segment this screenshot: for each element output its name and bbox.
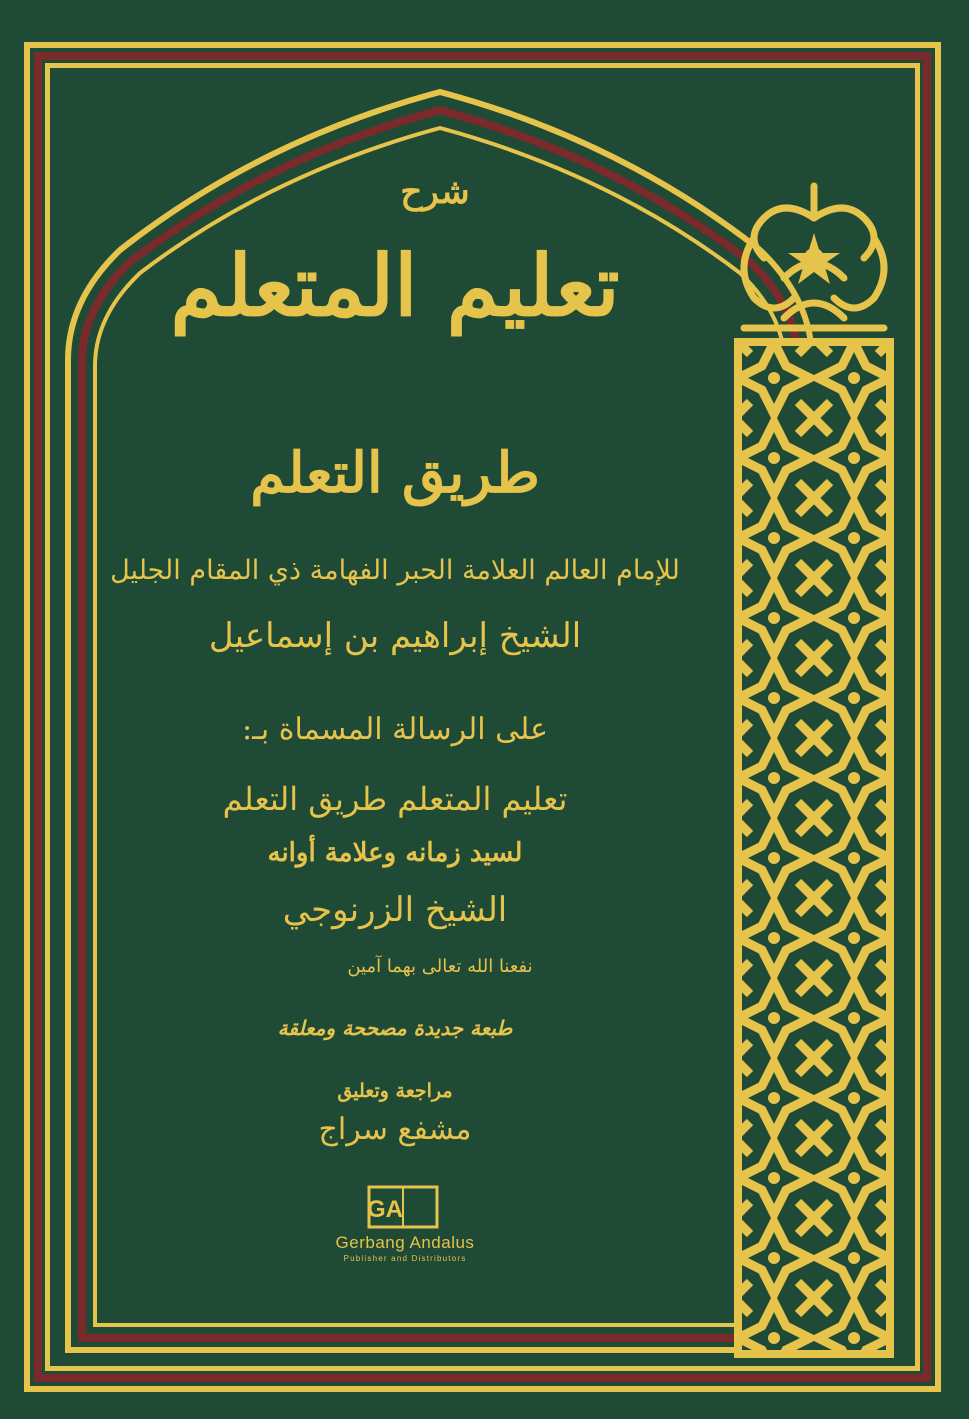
geometric-pillar-icon [734,338,894,1358]
book-subtitle: طريق التعلم [250,440,540,506]
reviewer-name: مشفع سراج [318,1112,472,1147]
sayyid-line: لسيد زمانه وعلامة أوانه [267,838,523,868]
risala-line: على الرسالة المسماة بـ: [241,712,548,747]
prefix-text: شرح [400,172,470,212]
book-title: تعليم المتعلم [170,236,620,335]
shaykh-line: الشيخ إبراهيم بن إسماعيل [208,616,582,656]
floral-ornament-icon [724,178,904,338]
dua-line: نفعنا الله تعالى بهما آمين [347,956,533,977]
imam-line: للإمام العالم العلامة الحبر الفهامة ذي المقام الجليل [110,555,680,586]
talim-line: تعليم المتعلم طريق التعلم [222,780,568,818]
zarnuji-line: الشيخ الزرنوجي [282,890,508,930]
publisher-name: Gerbang Andalus [335,1233,475,1252]
review-label: مراجعة وتعليق [337,1080,453,1102]
logo-monogram: GA [367,1196,403,1223]
publisher-tagline: Publisher and Distributors [343,1254,467,1263]
edition-line: طبعة جديدة مصححة ومعلقة [277,1016,513,1040]
